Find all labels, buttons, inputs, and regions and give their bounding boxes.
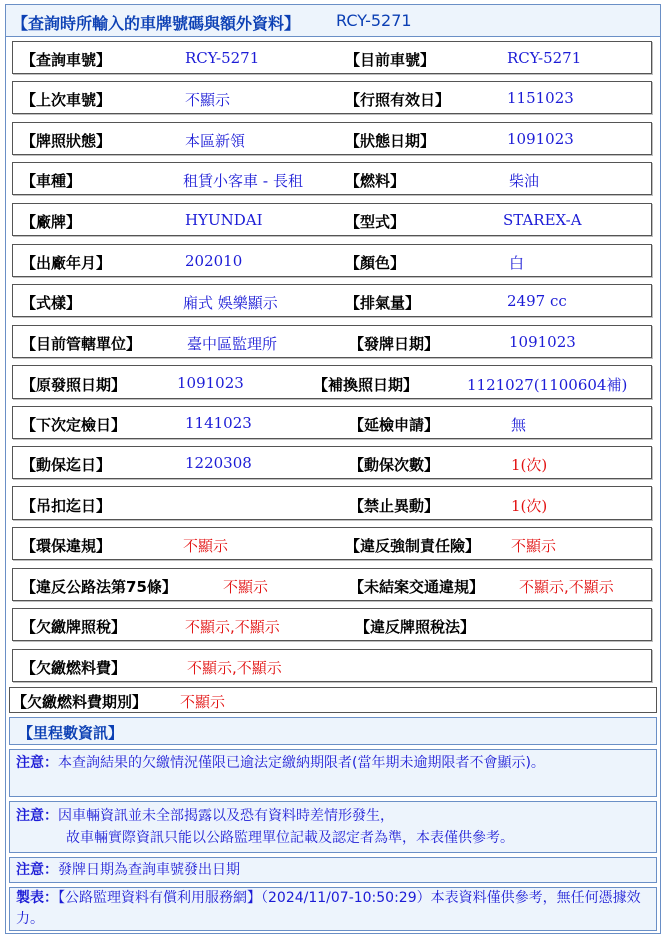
value: 本區新領: [185, 132, 246, 150]
label: 【動保次數】: [349, 456, 440, 474]
row-plate-status: [12, 122, 652, 155]
value: 1141023: [185, 414, 252, 432]
value: 2497 cc: [507, 292, 567, 310]
label: 【欠繳燃料費】: [21, 659, 127, 677]
value: 1151023: [507, 89, 574, 107]
value: 不顯示: [223, 578, 269, 596]
note-arrears: [9, 749, 657, 797]
label: 【型式】: [345, 213, 406, 231]
row-license-dates: [12, 365, 652, 399]
value: RCY-5271: [507, 49, 582, 67]
label: 【延檢申請】: [349, 416, 440, 434]
row-vehicle-type: [12, 162, 652, 195]
label: 【禁止異動】: [349, 497, 440, 515]
row-plate: [12, 41, 652, 74]
label: 【動保迄日】: [21, 456, 112, 474]
value: RCY-5271: [185, 49, 260, 67]
value: 1220308: [185, 454, 252, 472]
label: 【發牌日期】: [349, 335, 440, 353]
label: 【顏色】: [345, 254, 406, 272]
note-key: 注意：: [16, 755, 58, 771]
vehicle-report: [5, 4, 661, 934]
label: 【式樣】: [21, 294, 82, 312]
value: 不顯示: [183, 537, 229, 555]
label: 【排氣量】: [345, 294, 421, 312]
section-title: 【里程數資訊】: [18, 724, 124, 742]
label: 【違反牌照稅法】: [355, 618, 476, 636]
label: 【燃料】: [345, 172, 406, 190]
label: 【欠繳牌照稅】: [21, 618, 127, 636]
value: 202010: [185, 252, 243, 270]
queried-plate: RCY-5271: [336, 11, 412, 30]
value: 1(次): [511, 497, 548, 515]
label: 【未結案交通違規】: [349, 578, 485, 596]
row-manufacture: [12, 244, 652, 277]
value: 白: [509, 254, 525, 272]
note-issue-date: [9, 857, 657, 883]
value: 不顯示,不顯示: [187, 659, 282, 677]
label: 【補換照日期】: [313, 376, 419, 394]
label: 【目前管轄單位】: [21, 335, 142, 353]
value: 不顯示: [511, 537, 557, 555]
label: 【牌照狀態】: [21, 132, 112, 150]
label: 【出廠年月】: [21, 254, 112, 272]
note-text: 本查詢結果的欠繳情況僅限已逾法定繳納期限者(當年期未逾期限者不會顯示)。: [58, 755, 545, 771]
value: 臺中區監理所: [187, 335, 278, 353]
label: 【目前車號】: [345, 51, 436, 69]
row-prev-plate: [12, 81, 652, 114]
label: 【下次定檢日】: [21, 416, 127, 434]
value: 1121027(1100604補): [467, 376, 628, 394]
row-mortgage: [12, 446, 652, 479]
value: 無: [511, 416, 527, 434]
row-fuel-fee: [12, 649, 652, 682]
row-highway-law: [12, 568, 652, 601]
row-suspension: [12, 486, 652, 520]
report-title: 【查詢時所輸入的車牌號碼與額外資料】: [12, 14, 301, 33]
value: 不顯示: [180, 693, 226, 711]
label: 【上次車號】: [21, 91, 112, 109]
label: 【違反公路法第75條】: [21, 578, 177, 596]
mileage-section-header: [9, 717, 657, 745]
label: 【原發照日期】: [21, 376, 127, 394]
row-inspection: [12, 406, 652, 439]
note-key: 注意：: [16, 862, 58, 878]
value: 廂式 娛樂顯示: [183, 294, 278, 312]
row-env-violation: [12, 527, 652, 560]
label: 【狀態日期】: [345, 132, 436, 150]
value: 不顯示,不顯示: [185, 618, 280, 636]
value: HYUNDAI: [185, 211, 263, 229]
value: 不顯示: [185, 91, 231, 109]
label: 【環保違規】: [21, 537, 112, 555]
label: 【行照有效日】: [345, 91, 451, 109]
note-text: 發牌日期為查詢車號發出日期: [58, 862, 240, 878]
value: 柴油: [509, 172, 540, 190]
report-header: [6, 5, 660, 37]
label: 【欠繳燃料費期別】: [12, 693, 148, 711]
row-brand: [12, 203, 652, 236]
value: 1091023: [507, 130, 574, 148]
value: STAREX-A: [503, 211, 582, 229]
note-disclaimer: [9, 801, 657, 853]
value: 租賃小客車 - 長租: [183, 172, 303, 190]
note-text: 故車輛實際資訊只能以公路監理單位記載及認定者為準，本表僅供參考。: [66, 830, 514, 846]
label: 【車種】: [21, 172, 82, 190]
note-key: 注意：: [16, 808, 58, 824]
value: 1(次): [511, 456, 548, 474]
value: 1091023: [509, 333, 576, 351]
note-text: 因車輛資訊並未全部揭露以及恐有資料時差情形發生，: [58, 808, 394, 824]
report-footer: [9, 887, 657, 931]
row-style: [12, 284, 652, 317]
label: 【違反強制責任險】: [345, 537, 481, 555]
footer-text: 【公路監理資料有償利用服務網】（2024/11/07-10:50:29）本表資料僅供參考，無任何憑據效力。: [16, 890, 641, 927]
label: 【查詢車號】: [21, 51, 112, 69]
row-jurisdiction: [12, 325, 652, 358]
value: 不顯示,不顯示: [519, 578, 614, 596]
value: 1091023: [177, 374, 244, 392]
label: 【廠牌】: [21, 213, 82, 231]
row-fuel-fee-period: [9, 687, 657, 713]
row-plate-tax: [12, 608, 652, 641]
footer-key: 製表：: [16, 890, 58, 906]
label: 【吊扣迄日】: [21, 497, 112, 515]
